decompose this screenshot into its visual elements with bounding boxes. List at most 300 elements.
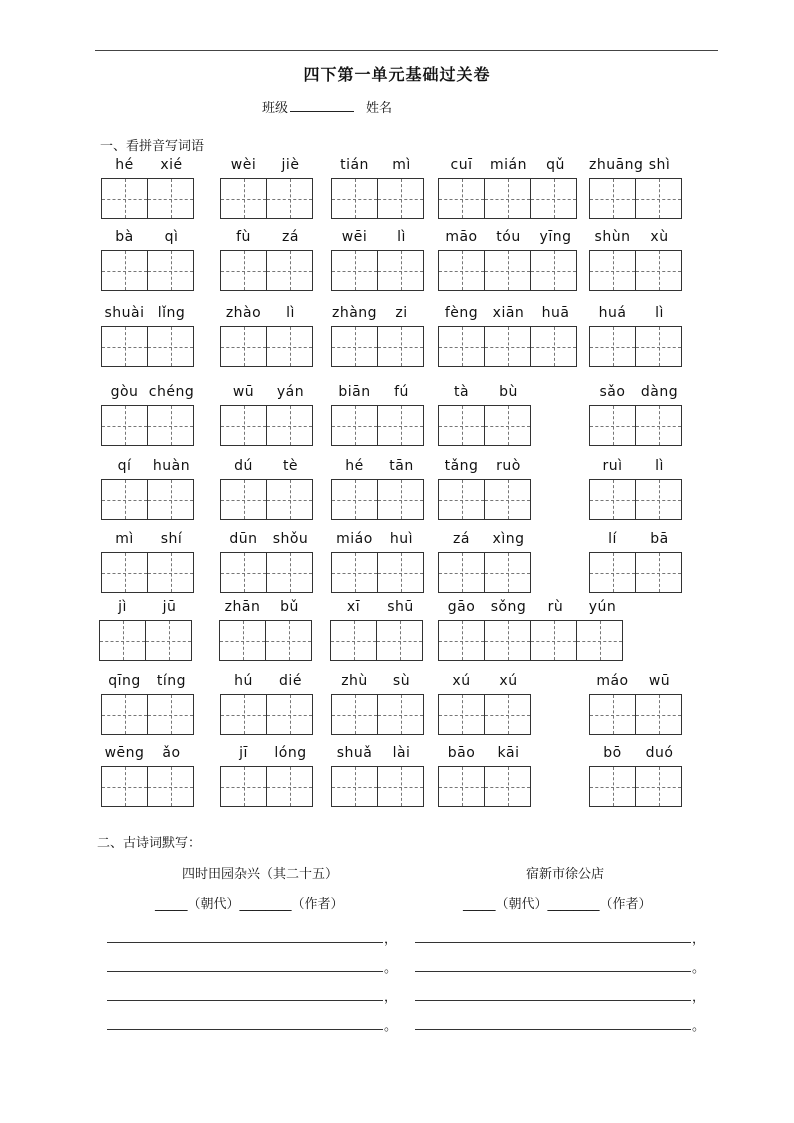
pinyin-syllable: zhào xyxy=(225,305,262,321)
writing-boxes xyxy=(101,326,194,367)
tianzige-box[interactable] xyxy=(220,694,267,735)
writing-boxes xyxy=(438,620,623,661)
pinyin-word-item xyxy=(589,305,683,369)
writing-boxes xyxy=(589,694,682,735)
tianzige-box[interactable] xyxy=(101,479,148,520)
tianzige-box[interactable] xyxy=(635,766,682,807)
pinyin-syllable: tè xyxy=(282,458,299,474)
page-title: 四下第一单元基础过关卷 xyxy=(303,65,491,84)
writing-boxes xyxy=(589,250,682,291)
pinyin-word-item xyxy=(220,745,314,809)
tianzige-box[interactable] xyxy=(266,694,313,735)
pinyin-syllable: mì xyxy=(115,531,134,547)
pinyin-label xyxy=(101,673,195,689)
tianzige-box[interactable] xyxy=(219,620,266,661)
tianzige-box[interactable] xyxy=(438,620,485,661)
pinyin-syllable: xié xyxy=(160,157,183,173)
tianzige-box[interactable] xyxy=(377,250,424,291)
writing-boxes xyxy=(220,766,313,807)
pinyin-syllable: tǎng xyxy=(444,458,479,474)
pinyin-label xyxy=(220,229,314,245)
tianzige-box[interactable] xyxy=(101,552,148,593)
pinyin-syllable: yún xyxy=(588,599,617,615)
pinyin-label xyxy=(438,531,532,547)
name-label: 姓名 xyxy=(366,101,393,116)
pinyin-syllable: biān xyxy=(338,384,371,400)
tianzige-box[interactable] xyxy=(266,326,313,367)
writing-boxes xyxy=(589,326,682,367)
pinyin-syllable: huì xyxy=(389,531,414,547)
pinyin-label xyxy=(220,531,314,547)
pinyin-word-item xyxy=(331,745,425,809)
pinyin-syllable: lǐng xyxy=(157,305,186,321)
writing-boxes xyxy=(331,552,424,593)
pinyin-label xyxy=(220,458,314,474)
tianzige-box[interactable] xyxy=(589,326,636,367)
tianzige-box[interactable] xyxy=(484,178,531,219)
pinyin-word-item xyxy=(220,229,314,293)
pinyin-syllable: tān xyxy=(389,458,414,474)
tianzige-box[interactable] xyxy=(484,326,531,367)
writing-boxes xyxy=(589,552,682,593)
pinyin-label xyxy=(589,745,683,761)
pinyin-word-item xyxy=(589,384,683,448)
pinyin-syllable: bà xyxy=(115,229,134,245)
pinyin-word-item xyxy=(331,531,425,595)
writing-boxes xyxy=(331,250,424,291)
pinyin-syllable: lì xyxy=(655,305,664,321)
section2-heading: 二、古诗词默写： xyxy=(97,836,202,851)
pinyin-syllable: shū xyxy=(387,599,414,615)
writing-boxes xyxy=(101,694,194,735)
author-label: （作者） xyxy=(291,897,344,912)
pinyin-label xyxy=(220,384,314,400)
pinyin-label xyxy=(438,384,532,400)
writing-boxes xyxy=(438,766,531,807)
pinyin-label xyxy=(589,673,683,689)
tianzige-box[interactable] xyxy=(330,620,377,661)
tianzige-box[interactable] xyxy=(265,620,312,661)
pinyin-syllable: huā xyxy=(541,305,570,321)
pinyin-syllable: wèi xyxy=(230,157,257,173)
writing-line[interactable] xyxy=(415,1029,691,1030)
pinyin-word-item xyxy=(101,745,195,809)
pinyin-syllable: xī xyxy=(346,599,361,615)
tianzige-box[interactable] xyxy=(331,694,378,735)
pinyin-syllable: bù xyxy=(499,384,518,400)
tianzige-box[interactable] xyxy=(220,405,267,446)
pinyin-label xyxy=(438,599,626,615)
pinyin-word-item xyxy=(101,531,195,595)
pinyin-syllable: zhù xyxy=(341,673,368,689)
pinyin-syllable: chéng xyxy=(148,384,195,400)
pinyin-syllable: shùn xyxy=(594,229,631,245)
pinyin-word-item xyxy=(220,673,314,737)
pinyin-label xyxy=(220,305,314,321)
pinyin-word-item xyxy=(438,745,532,809)
pinyin-syllable: wū xyxy=(648,673,671,689)
tianzige-box[interactable] xyxy=(101,694,148,735)
tianzige-box[interactable] xyxy=(99,620,146,661)
tianzige-box[interactable] xyxy=(484,479,531,520)
tianzige-box[interactable] xyxy=(147,178,194,219)
tianzige-box[interactable] xyxy=(530,178,577,219)
pinyin-syllable: huàn xyxy=(152,458,191,474)
pinyin-word-item xyxy=(331,157,425,221)
pinyin-syllable: lì xyxy=(655,458,664,474)
pinyin-syllable: tóu xyxy=(496,229,521,245)
pinyin-syllable: fú xyxy=(394,384,409,400)
pinyin-syllable: jī xyxy=(239,745,248,761)
writing-boxes xyxy=(589,479,682,520)
tianzige-box[interactable] xyxy=(147,405,194,446)
tianzige-box[interactable] xyxy=(635,405,682,446)
tianzige-box[interactable] xyxy=(530,326,577,367)
tianzige-box[interactable] xyxy=(331,326,378,367)
pinyin-label xyxy=(331,229,425,245)
writing-boxes xyxy=(589,766,682,807)
writing-boxes xyxy=(438,178,577,219)
tianzige-box[interactable] xyxy=(376,620,423,661)
poem-title: 四时田园杂兴（其二十五） xyxy=(181,867,338,882)
pinyin-syllable: wēi xyxy=(341,229,368,245)
tianzige-box[interactable] xyxy=(220,178,267,219)
line-punctuation: ， xyxy=(384,932,398,947)
pinyin-label xyxy=(331,745,425,761)
tianzige-box[interactable] xyxy=(331,766,378,807)
pinyin-syllable: zhàng xyxy=(331,305,378,321)
writing-line[interactable] xyxy=(107,942,383,943)
pinyin-syllable: zhān xyxy=(224,599,261,615)
pinyin-label xyxy=(589,384,683,400)
pinyin-label xyxy=(438,458,532,474)
pinyin-word-item xyxy=(589,157,683,221)
pinyin-syllable: zá xyxy=(282,229,299,245)
pinyin-syllable: shǒu xyxy=(272,531,309,547)
pinyin-word-item xyxy=(331,384,425,448)
pinyin-syllable: xú xyxy=(499,673,518,689)
pinyin-label xyxy=(101,458,195,474)
pinyin-syllable: ruì xyxy=(602,458,623,474)
pinyin-word-item xyxy=(438,673,532,737)
pinyin-syllable: jū xyxy=(162,599,177,615)
pinyin-syllable: hé xyxy=(115,157,134,173)
pinyin-syllable: huá xyxy=(598,305,627,321)
tianzige-box[interactable] xyxy=(530,250,577,291)
tianzige-box[interactable] xyxy=(589,552,636,593)
pinyin-word-item xyxy=(330,599,424,663)
tianzige-box[interactable] xyxy=(377,766,424,807)
pinyin-syllable: sǎo xyxy=(599,384,626,400)
pinyin-label xyxy=(438,745,532,761)
pinyin-syllable: zi xyxy=(395,305,408,321)
pinyin-label xyxy=(331,305,425,321)
pinyin-syllable: fèng xyxy=(444,305,479,321)
pinyin-syllable: bō xyxy=(603,745,622,761)
tianzige-box[interactable] xyxy=(377,326,424,367)
tianzige-box[interactable] xyxy=(266,479,313,520)
writing-line[interactable] xyxy=(415,971,691,972)
tianzige-box[interactable] xyxy=(377,694,424,735)
pinyin-label xyxy=(99,599,193,615)
tianzige-box[interactable] xyxy=(147,479,194,520)
pinyin-syllable: gāo xyxy=(447,599,476,615)
tianzige-box[interactable] xyxy=(101,405,148,446)
writing-boxes xyxy=(331,405,424,446)
writing-boxes xyxy=(220,405,313,446)
writing-boxes xyxy=(589,405,682,446)
pinyin-word-item xyxy=(219,599,313,663)
pinyin-syllable: lài xyxy=(392,745,411,761)
pinyin-word-item xyxy=(438,305,579,369)
line-punctuation: 。 xyxy=(692,1019,706,1034)
writing-boxes xyxy=(220,250,313,291)
pinyin-syllable: dàng xyxy=(640,384,679,400)
pinyin-label xyxy=(438,229,579,245)
tianzige-box[interactable] xyxy=(220,552,267,593)
tianzige-box[interactable] xyxy=(147,766,194,807)
tianzige-box[interactable] xyxy=(331,405,378,446)
pinyin-syllable: lí xyxy=(608,531,617,547)
pinyin-syllable: mián xyxy=(490,157,527,173)
tianzige-box[interactable] xyxy=(266,250,313,291)
writing-boxes xyxy=(331,178,424,219)
writing-boxes xyxy=(220,479,313,520)
tianzige-box[interactable] xyxy=(635,479,682,520)
pinyin-word-item xyxy=(101,384,195,448)
tianzige-box[interactable] xyxy=(101,766,148,807)
writing-line[interactable] xyxy=(415,942,691,943)
pinyin-syllable: bǔ xyxy=(280,599,299,615)
tianzige-box[interactable] xyxy=(635,250,682,291)
pinyin-syllable: qǔ xyxy=(546,157,565,173)
author-blank[interactable]: ________ xyxy=(239,897,292,912)
writing-boxes xyxy=(438,326,577,367)
writing-line[interactable] xyxy=(107,1029,383,1030)
pinyin-label xyxy=(438,305,579,321)
pinyin-word-item xyxy=(101,157,195,221)
tianzige-box[interactable] xyxy=(101,250,148,291)
pinyin-syllable: bā xyxy=(650,531,669,547)
tianzige-box[interactable] xyxy=(484,250,531,291)
pinyin-syllable: tà xyxy=(453,384,470,400)
pinyin-label xyxy=(331,531,425,547)
pinyin-syllable: xú xyxy=(452,673,471,689)
pinyin-word-item xyxy=(438,157,579,221)
tianzige-box[interactable] xyxy=(377,178,424,219)
tianzige-box[interactable] xyxy=(145,620,192,661)
writing-boxes xyxy=(220,326,313,367)
writing-boxes xyxy=(101,766,194,807)
tianzige-box[interactable] xyxy=(484,694,531,735)
tianzige-box[interactable] xyxy=(266,178,313,219)
tianzige-box[interactable] xyxy=(377,552,424,593)
pinyin-label xyxy=(101,384,195,400)
pinyin-label xyxy=(589,458,683,474)
pinyin-syllable: hú xyxy=(234,673,253,689)
pinyin-label xyxy=(589,531,683,547)
pinyin-word-item xyxy=(331,305,425,369)
line-punctuation: 。 xyxy=(384,1019,398,1034)
writing-boxes xyxy=(101,552,194,593)
pinyin-word-item xyxy=(438,229,579,293)
tianzige-box[interactable] xyxy=(589,479,636,520)
tianzige-box[interactable] xyxy=(220,250,267,291)
pinyin-word-item xyxy=(220,458,314,522)
tianzige-box[interactable] xyxy=(101,326,148,367)
tianzige-box[interactable] xyxy=(266,405,313,446)
pinyin-label xyxy=(101,229,195,245)
tianzige-box[interactable] xyxy=(147,552,194,593)
line-punctuation: ， xyxy=(384,990,398,1005)
pinyin-syllable: dú xyxy=(234,458,253,474)
pinyin-label xyxy=(219,599,313,615)
pinyin-syllable: lóng xyxy=(274,745,307,761)
tianzige-box[interactable] xyxy=(438,178,485,219)
tianzige-box[interactable] xyxy=(589,178,636,219)
tianzige-box[interactable] xyxy=(635,326,682,367)
pinyin-syllable: tíng xyxy=(156,673,187,689)
line-punctuation: ， xyxy=(692,932,706,947)
line-punctuation: 。 xyxy=(692,961,706,976)
writing-boxes xyxy=(220,552,313,593)
pinyin-word-item xyxy=(331,229,425,293)
tianzige-box[interactable] xyxy=(438,766,485,807)
pinyin-label xyxy=(101,745,195,761)
tianzige-box[interactable] xyxy=(635,552,682,593)
pinyin-syllable: bāo xyxy=(447,745,476,761)
pinyin-word-item xyxy=(331,458,425,522)
pinyin-word-item xyxy=(220,157,314,221)
tianzige-box[interactable] xyxy=(530,620,577,661)
dynasty-label: （朝代） xyxy=(187,897,240,912)
pinyin-word-item xyxy=(589,229,683,293)
pinyin-label xyxy=(438,673,532,689)
pinyin-word-item xyxy=(220,305,314,369)
pinyin-label xyxy=(220,745,314,761)
writing-line[interactable] xyxy=(415,1000,691,1001)
pinyin-syllable: miáo xyxy=(336,531,373,547)
tianzige-box[interactable] xyxy=(438,694,485,735)
tianzige-box[interactable] xyxy=(147,326,194,367)
tianzige-box[interactable] xyxy=(331,479,378,520)
pinyin-syllable: yīng xyxy=(539,229,572,245)
tianzige-box[interactable] xyxy=(377,479,424,520)
pinyin-word-item xyxy=(589,745,683,809)
tianzige-box[interactable] xyxy=(101,178,148,219)
pinyin-syllable: hé xyxy=(345,458,364,474)
pinyin-label xyxy=(589,229,683,245)
writing-boxes xyxy=(331,694,424,735)
tianzige-box[interactable] xyxy=(438,552,485,593)
tianzige-box[interactable] xyxy=(438,479,485,520)
tianzige-box[interactable] xyxy=(266,766,313,807)
pinyin-syllable: kāi xyxy=(497,745,520,761)
pinyin-syllable: sǒng xyxy=(490,599,527,615)
pinyin-label xyxy=(589,305,683,321)
tianzige-box[interactable] xyxy=(484,620,531,661)
tianzige-box[interactable] xyxy=(438,405,485,446)
tianzige-box[interactable] xyxy=(589,766,636,807)
writing-boxes xyxy=(99,620,192,661)
pinyin-word-item xyxy=(101,229,195,293)
tianzige-box[interactable] xyxy=(220,326,267,367)
tianzige-box[interactable] xyxy=(220,766,267,807)
pinyin-syllable: dūn xyxy=(229,531,258,547)
pinyin-syllable: lì xyxy=(397,229,406,245)
tianzige-box[interactable] xyxy=(589,405,636,446)
tianzige-box[interactable] xyxy=(331,178,378,219)
tianzige-box[interactable] xyxy=(484,552,531,593)
tianzige-box[interactable] xyxy=(331,552,378,593)
tianzige-box[interactable] xyxy=(484,766,531,807)
tianzige-box[interactable] xyxy=(147,694,194,735)
tianzige-box[interactable] xyxy=(576,620,623,661)
pinyin-syllable: shuǎ xyxy=(336,745,373,761)
pinyin-syllable: rù xyxy=(547,599,564,615)
writing-line[interactable] xyxy=(107,1000,383,1001)
tianzige-box[interactable] xyxy=(377,405,424,446)
author-blank[interactable]: ________ xyxy=(547,897,600,912)
pinyin-label xyxy=(331,673,425,689)
tianzige-box[interactable] xyxy=(147,250,194,291)
pinyin-word-item xyxy=(589,458,683,522)
tianzige-box[interactable] xyxy=(438,326,485,367)
pinyin-syllable: sù xyxy=(392,673,411,689)
tianzige-box[interactable] xyxy=(484,405,531,446)
author-label: （作者） xyxy=(599,897,652,912)
tianzige-box[interactable] xyxy=(635,178,682,219)
tianzige-box[interactable] xyxy=(635,694,682,735)
pinyin-syllable: duó xyxy=(645,745,674,761)
writing-boxes xyxy=(438,479,531,520)
pinyin-syllable: yán xyxy=(276,384,305,400)
pinyin-syllable: xù xyxy=(650,229,669,245)
pinyin-label xyxy=(438,157,579,173)
pinyin-word-item xyxy=(438,531,532,595)
line-punctuation: 。 xyxy=(384,961,398,976)
tianzige-box[interactable] xyxy=(438,250,485,291)
section1-heading: 一、看拼音写词语 xyxy=(100,139,205,154)
pinyin-syllable: zhuāng xyxy=(589,157,644,173)
pinyin-syllable: fù xyxy=(236,229,251,245)
tianzige-box[interactable] xyxy=(331,250,378,291)
tianzige-box[interactable] xyxy=(266,552,313,593)
writing-line[interactable] xyxy=(107,971,383,972)
tianzige-box[interactable] xyxy=(589,250,636,291)
tianzige-box[interactable] xyxy=(589,694,636,735)
pinyin-label xyxy=(331,157,425,173)
writing-boxes xyxy=(330,620,423,661)
pinyin-word-item xyxy=(99,599,193,663)
writing-boxes xyxy=(220,178,313,219)
pinyin-word-item xyxy=(331,673,425,737)
pinyin-label xyxy=(331,458,425,474)
pinyin-word-item xyxy=(101,673,195,737)
writing-boxes xyxy=(219,620,312,661)
pinyin-syllable: shí xyxy=(160,531,183,547)
writing-boxes xyxy=(220,694,313,735)
writing-boxes xyxy=(101,178,194,219)
pinyin-label xyxy=(101,305,195,321)
pinyin-word-item xyxy=(589,531,683,595)
pinyin-syllable: ǎo xyxy=(162,745,181,761)
writing-boxes xyxy=(331,766,424,807)
tianzige-box[interactable] xyxy=(220,479,267,520)
writing-boxes xyxy=(438,250,577,291)
dynasty-blank[interactable]: _____ xyxy=(463,897,496,912)
dynasty-blank[interactable]: _____ xyxy=(155,897,188,912)
